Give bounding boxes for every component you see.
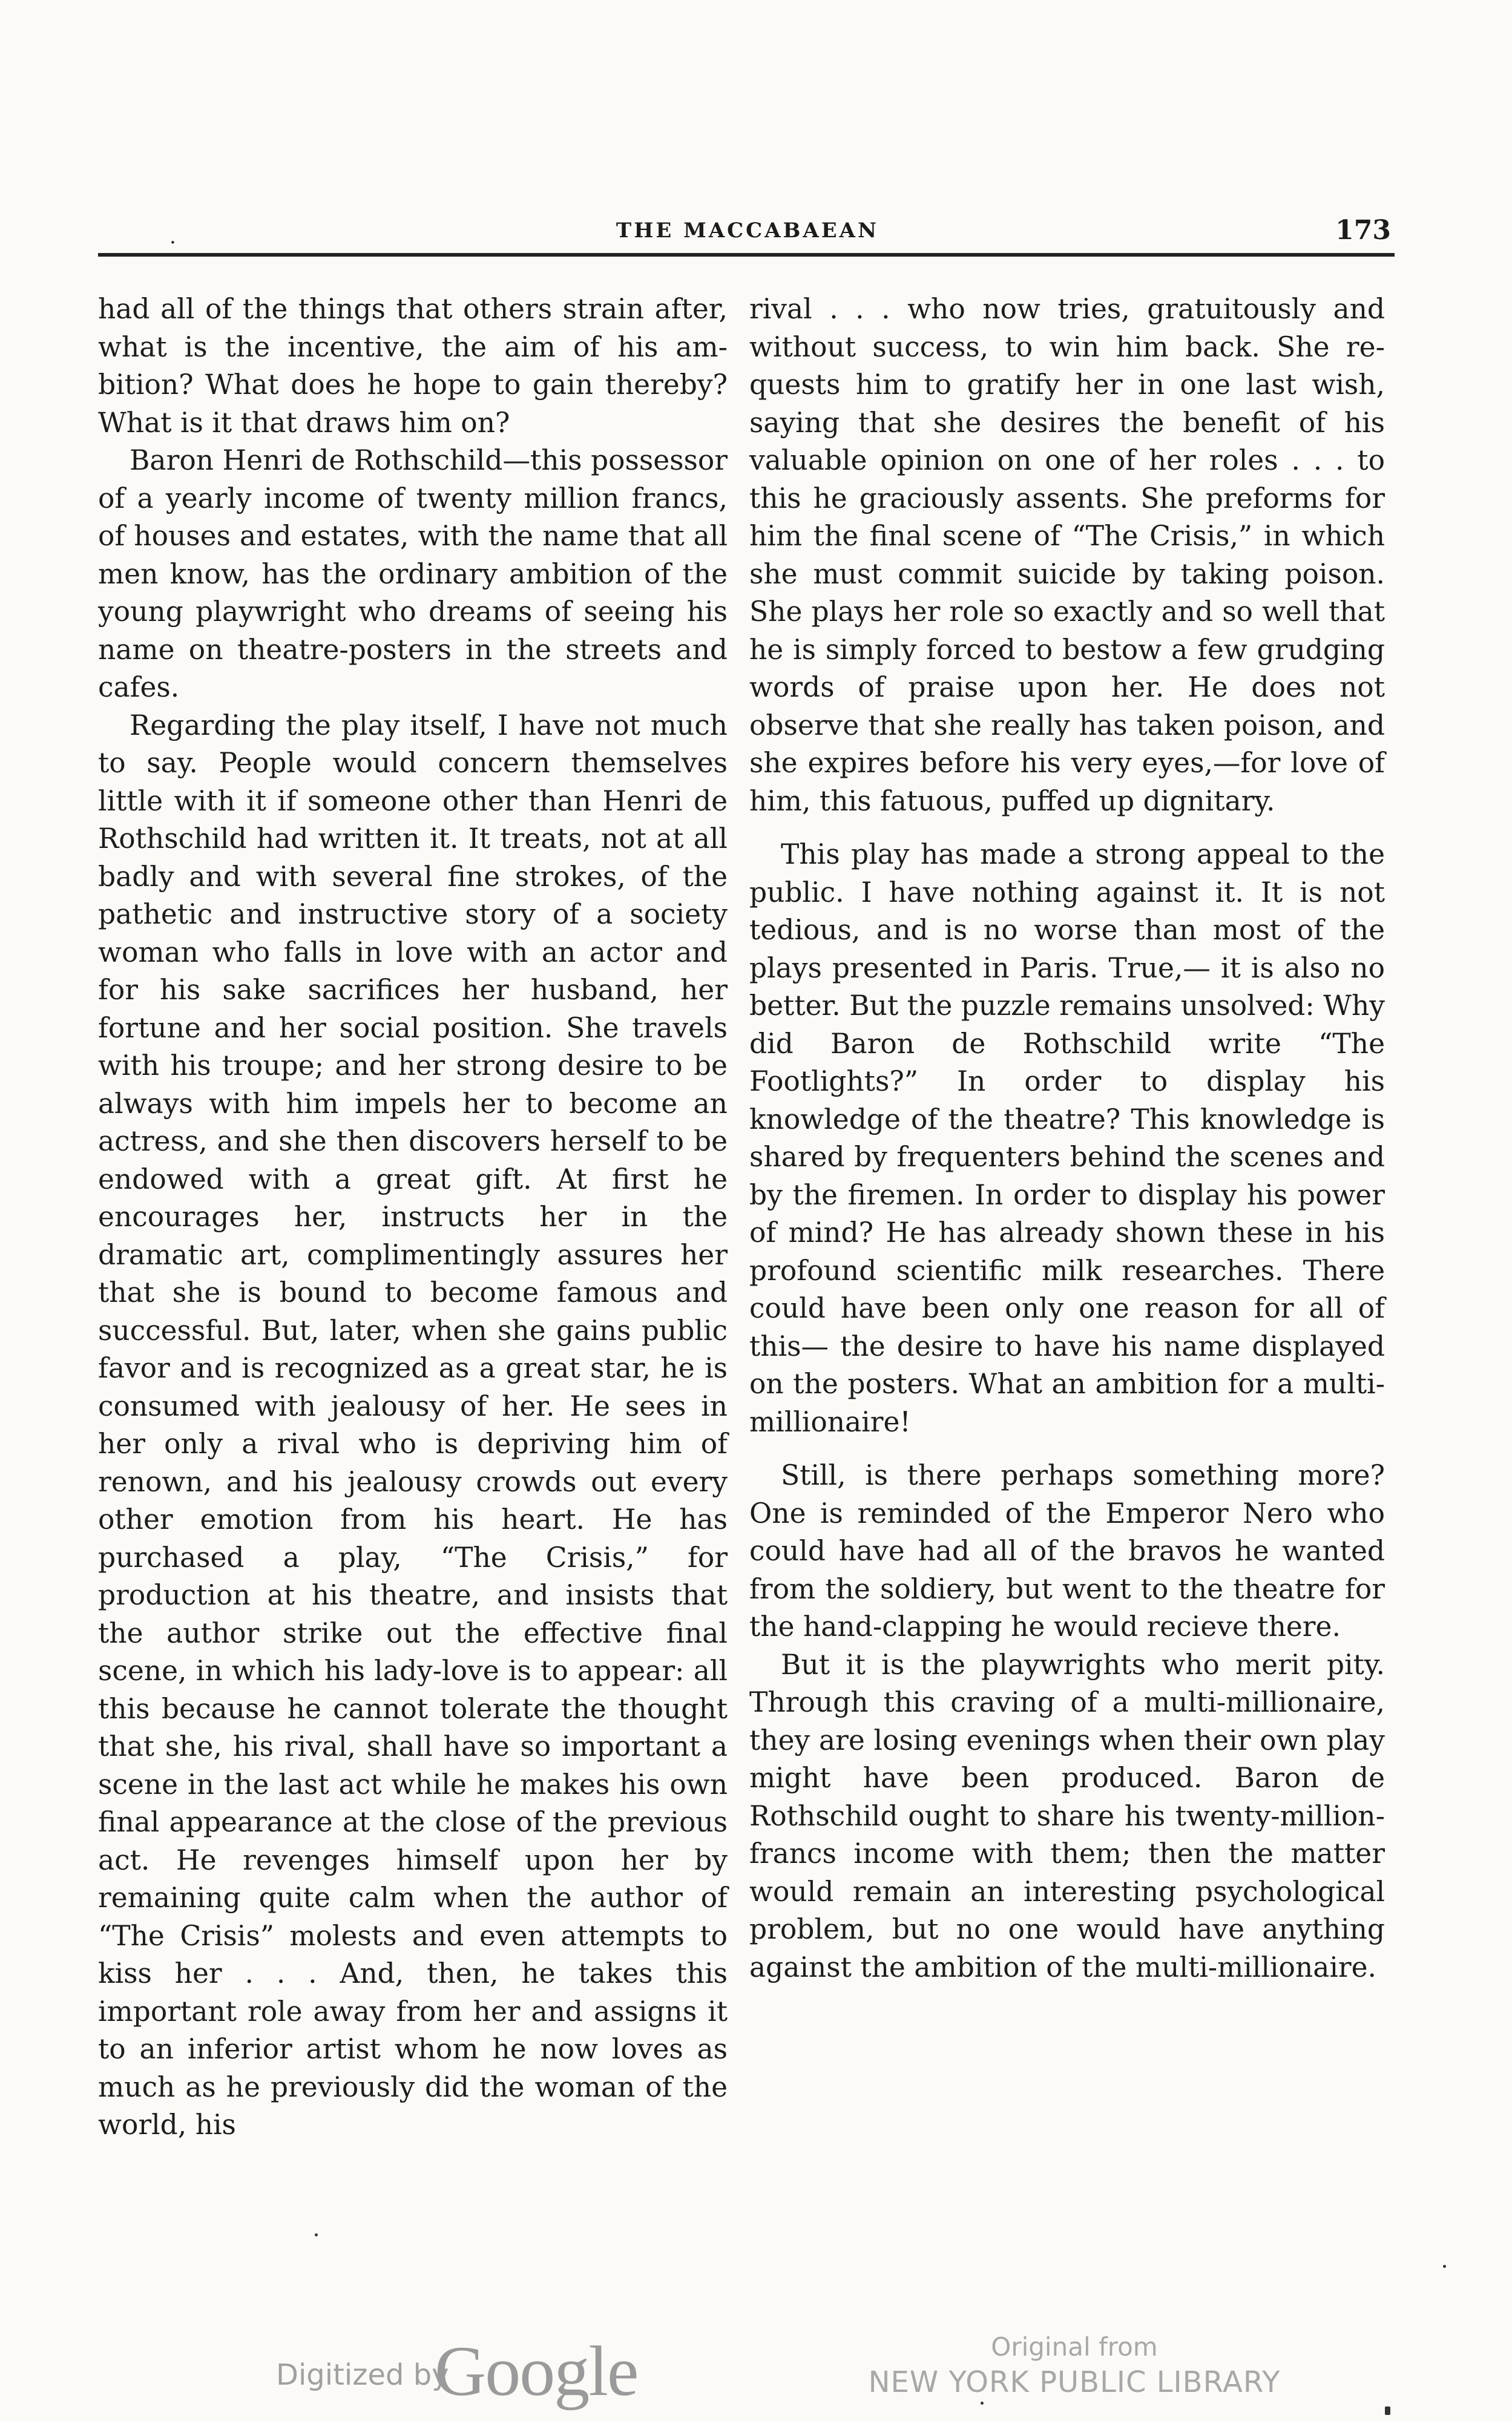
- paragraph: This play has made a strong appeal to the public. I have nothing against it. It is not tedious, and is no worse than most of the plays presented in Paris. True,— it is also no better. But the puzzle remains unsolved: Why did Baron de Rothschild write “The Footlights?” In order to display his knowledge of the theatre? This knowledge is shared by frequenters behind the scenes and by the firemen. In order to display his power of mind? He has already shown these in his profound scientific milk researches. There could have been only one reason for all of this— the desire to have his name displayed on the posters. What an ambition for a multi-millionaire!: [749, 838, 1385, 1438]
- original-from-label: Original from: [991, 2332, 1158, 2362]
- scan-speck: [981, 2402, 984, 2405]
- paragraph: Baron Henri de Rothschild—this possessor of a yearly income of twenty million francs, of houses and estates, with the name that all men know, has the ordinary ambition of the young playwright who dreams of seeing his name on theatre-posters in the streets and cafes.: [98, 444, 728, 703]
- paragraph: Still, is there perhaps something more? One is reminded of the Emperor Nero who could have had all of the bravos he wanted from the soldiery, but went to the theatre for the hand-clapping he would recieve there.: [749, 1459, 1385, 1643]
- left-column: [98, 291, 728, 2144]
- scan-speck: [1443, 2265, 1446, 2268]
- google-watermark: [276, 2330, 651, 2411]
- digitized-by-label: Digitized by: [276, 2358, 449, 2392]
- header-rule: [98, 253, 1395, 257]
- page-number: 173: [1335, 215, 1391, 246]
- library-name: NEW YORK PUBLIC LIBRARY: [868, 2365, 1281, 2399]
- paragraph: rival . . . who now tries, gratuitously and without success, to win him back. She requests him to gratify her in one last wish, saying that she desires the benefit of his valuable opinion on one of her roles . . . to this he graciously assents. She preforms for him the final scene of “The Crisis,” in which she must commit suicide by taking poison. She plays her role so exactly and so well that he is simply forced to bestow a few grudging words of praise upon her. He does not observe that she really has taken poison, and she expires before his very eyes,—for love of him, this fatuous, puffed up dignitary.: [749, 293, 1385, 817]
- paragraph: Regarding the play itself, I have not much to say. People would concern themselves little with it if someone other than Henri de Rothschild had written it. It treats, not at all badly and with several fine strokes, of the pathetic and instructive story of a society woman who falls in love with an actor and for his sake sacrifices her husband, her fortune and her social position. She travels with his troupe; and her strong desire to be always with him impels her to become an actress, and she then discovers herself to be endowed with a great gift. At first he encourages her, instructs her in the dramatic art, complimentingly assures her that she is bound to become famous and successful. But, later, when she gains public favor and is recognized as a great star, he is consumed with jealousy of her. He sees in her only a rival who is depriving him of renown, and his jealousy crowds out every other emotion from his heart. He has purchased a play, “The Crisis,” for production at his theatre, and insists that the author strike out the effective final scene, in which his lady-love is to appear: all this because he cannot tolerate the thought that she, his rival, shall have so important a scene in the last act while he makes his own final appearance at the close of the previous act. He revenges himself upon her by remaining quite calm when the author of “The Crisis” molests and even attempts to kiss her . . . And, then, he takes this important role away from her and assigns it to an inferior artist whom he now loves as much as he previously did the woman of the world, his: [98, 709, 728, 2141]
- library-credit: [847, 2330, 1301, 2400]
- paragraph: had all of the things that others strain after, what is the incentive, the aim of his ambition? What does he hope to gain thereby? What is it that draws him on?: [98, 293, 728, 439]
- right-column: [749, 291, 1385, 1986]
- journal-title: THE MACCABAEAN: [616, 218, 879, 243]
- scan-speck: [315, 2233, 318, 2236]
- scan-speck: [1385, 2406, 1390, 2415]
- google-logo: Google: [435, 2331, 638, 2411]
- paragraph: But it is the playwrights who merit pity. Through this craving of a multi-millionaire, they are losing evenings when their own play might have been produced. Baron de Rothschild ought to share his twenty-million-francs income with them; then the matter would remain an interesting psychological problem, but no one would have anything against the ambition of the multi-millionaire.: [749, 1648, 1385, 1983]
- header-speck: .: [169, 225, 176, 249]
